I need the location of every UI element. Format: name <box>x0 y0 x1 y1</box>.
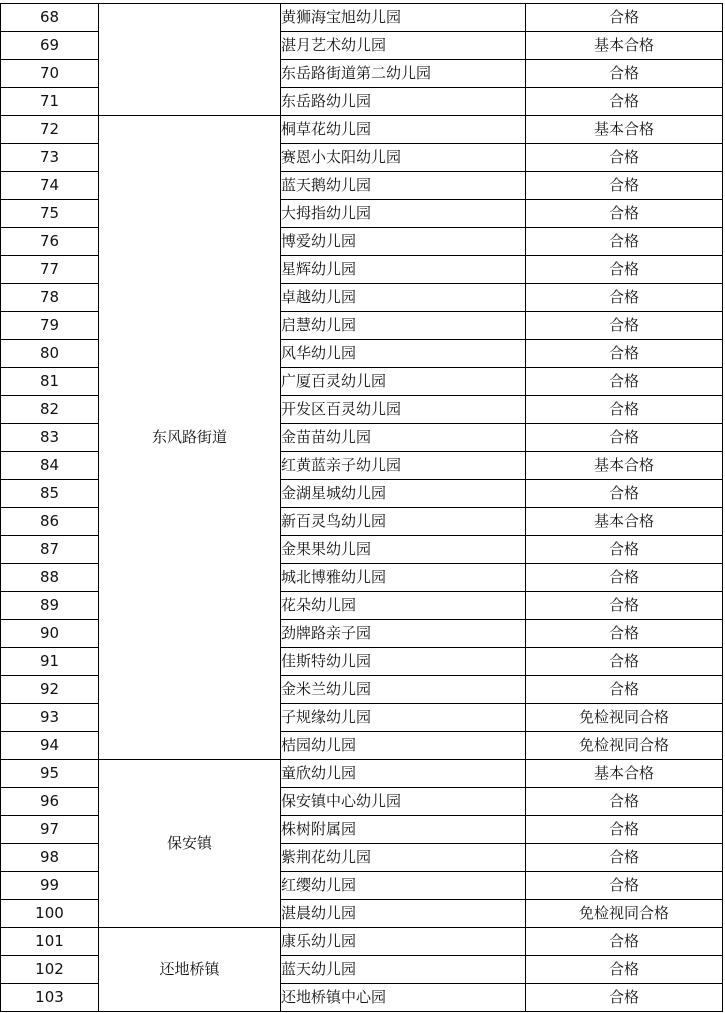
kindergarten-name: 湛晨幼儿园 <box>281 900 526 928</box>
kindergarten-name: 湛月艺术幼儿园 <box>281 32 526 60</box>
kindergarten-name: 花朵幼儿园 <box>281 592 526 620</box>
row-number: 71 <box>1 88 99 116</box>
row-number: 96 <box>1 788 99 816</box>
row-number: 95 <box>1 760 99 788</box>
inspection-result: 免检视同合格 <box>526 900 723 928</box>
kindergarten-name: 劲牌路亲子园 <box>281 620 526 648</box>
inspection-result: 合格 <box>526 956 723 984</box>
row-number: 99 <box>1 872 99 900</box>
row-number: 74 <box>1 172 99 200</box>
inspection-result: 合格 <box>526 424 723 452</box>
kindergarten-name: 城北博雅幼儿园 <box>281 564 526 592</box>
kindergarten-name: 金湖星城幼儿园 <box>281 480 526 508</box>
kindergarten-name: 广厦百灵幼儿园 <box>281 368 526 396</box>
inspection-result: 合格 <box>526 200 723 228</box>
inspection-result: 合格 <box>526 816 723 844</box>
inspection-result: 合格 <box>526 256 723 284</box>
row-number: 72 <box>1 116 99 144</box>
inspection-result: 基本合格 <box>526 508 723 536</box>
inspection-result: 合格 <box>526 340 723 368</box>
kindergarten-name: 金米兰幼儿园 <box>281 676 526 704</box>
row-number: 88 <box>1 564 99 592</box>
inspection-result: 合格 <box>526 984 723 1012</box>
row-number: 79 <box>1 312 99 340</box>
row-number: 90 <box>1 620 99 648</box>
row-number: 101 <box>1 928 99 956</box>
row-number: 92 <box>1 676 99 704</box>
table-row <box>1 760 723 788</box>
row-number: 70 <box>1 60 99 88</box>
inspection-result: 合格 <box>526 928 723 956</box>
inspection-result: 基本合格 <box>526 32 723 60</box>
kindergarten-name: 童欣幼儿园 <box>281 760 526 788</box>
inspection-result: 合格 <box>526 592 723 620</box>
kindergarten-name: 东岳路街道第二幼儿园 <box>281 60 526 88</box>
table-row <box>1 928 723 956</box>
row-number: 84 <box>1 452 99 480</box>
inspection-result: 合格 <box>526 4 723 32</box>
kindergarten-name: 东岳路幼儿园 <box>281 88 526 116</box>
kindergarten-name: 保安镇中心幼儿园 <box>281 788 526 816</box>
row-number: 103 <box>1 984 99 1012</box>
inspection-result: 合格 <box>526 228 723 256</box>
kindergarten-name: 桐草花幼儿园 <box>281 116 526 144</box>
row-number: 85 <box>1 480 99 508</box>
row-number: 83 <box>1 424 99 452</box>
district-cell: 还地桥镇 <box>99 928 281 1012</box>
kindergarten-name: 金苗苗幼儿园 <box>281 424 526 452</box>
kindergarten-name: 黄狮海宝旭幼儿园 <box>281 4 526 32</box>
kindergarten-name: 新百灵鸟幼儿园 <box>281 508 526 536</box>
row-number: 80 <box>1 340 99 368</box>
inspection-result: 合格 <box>526 396 723 424</box>
row-number: 77 <box>1 256 99 284</box>
inspection-result: 合格 <box>526 536 723 564</box>
row-number: 89 <box>1 592 99 620</box>
inspection-result: 基本合格 <box>526 760 723 788</box>
kindergarten-name: 开发区百灵幼儿园 <box>281 396 526 424</box>
kindergarten-name: 星辉幼儿园 <box>281 256 526 284</box>
kindergarten-name: 康乐幼儿园 <box>281 928 526 956</box>
row-number: 91 <box>1 648 99 676</box>
row-number: 97 <box>1 816 99 844</box>
row-number: 98 <box>1 844 99 872</box>
kindergarten-name: 红缨幼儿园 <box>281 872 526 900</box>
inspection-result: 合格 <box>526 620 723 648</box>
kindergarten-name: 蓝天鹅幼儿园 <box>281 172 526 200</box>
row-number: 94 <box>1 732 99 760</box>
row-number: 68 <box>1 4 99 32</box>
kindergarten-name: 启慧幼儿园 <box>281 312 526 340</box>
row-number: 78 <box>1 284 99 312</box>
inspection-result: 合格 <box>526 368 723 396</box>
inspection-result: 合格 <box>526 172 723 200</box>
district-cell <box>99 4 281 116</box>
kindergarten-name: 博爱幼儿园 <box>281 228 526 256</box>
inspection-result: 合格 <box>526 872 723 900</box>
kindergarten-name: 株树附属园 <box>281 816 526 844</box>
row-number: 81 <box>1 368 99 396</box>
inspection-result: 基本合格 <box>526 116 723 144</box>
kindergarten-name: 蓝天幼儿园 <box>281 956 526 984</box>
row-number: 100 <box>1 900 99 928</box>
inspection-result: 合格 <box>526 676 723 704</box>
kindergarten-name: 金果果幼儿园 <box>281 536 526 564</box>
kindergarten-name: 赛恩小太阳幼儿园 <box>281 144 526 172</box>
table-row <box>1 4 723 32</box>
row-number: 69 <box>1 32 99 60</box>
kindergarten-results-table <box>0 3 723 1012</box>
row-number: 102 <box>1 956 99 984</box>
row-number: 87 <box>1 536 99 564</box>
inspection-result: 合格 <box>526 312 723 340</box>
row-number: 93 <box>1 704 99 732</box>
inspection-result: 合格 <box>526 88 723 116</box>
district-cell: 保安镇 <box>99 760 281 928</box>
table-body <box>1 4 723 1012</box>
inspection-result: 合格 <box>526 648 723 676</box>
inspection-result: 基本合格 <box>526 452 723 480</box>
inspection-result: 合格 <box>526 60 723 88</box>
row-number: 86 <box>1 508 99 536</box>
row-number: 76 <box>1 228 99 256</box>
inspection-result: 合格 <box>526 844 723 872</box>
inspection-result: 合格 <box>526 480 723 508</box>
kindergarten-name: 子规缘幼儿园 <box>281 704 526 732</box>
kindergarten-name: 还地桥镇中心园 <box>281 984 526 1012</box>
kindergarten-name: 卓越幼儿园 <box>281 284 526 312</box>
table-row <box>1 116 723 144</box>
row-number: 82 <box>1 396 99 424</box>
inspection-result: 合格 <box>526 144 723 172</box>
kindergarten-name: 大拇指幼儿园 <box>281 200 526 228</box>
kindergarten-name: 佳斯特幼儿园 <box>281 648 526 676</box>
inspection-result: 免检视同合格 <box>526 732 723 760</box>
inspection-result: 合格 <box>526 788 723 816</box>
kindergarten-name: 红黄蓝亲子幼儿园 <box>281 452 526 480</box>
kindergarten-name: 紫荆花幼儿园 <box>281 844 526 872</box>
inspection-result: 合格 <box>526 564 723 592</box>
district-cell: 东风路街道 <box>99 116 281 760</box>
inspection-result: 免检视同合格 <box>526 704 723 732</box>
row-number: 73 <box>1 144 99 172</box>
inspection-result: 合格 <box>526 284 723 312</box>
kindergarten-name: 桔园幼儿园 <box>281 732 526 760</box>
row-number: 75 <box>1 200 99 228</box>
kindergarten-name: 风华幼儿园 <box>281 340 526 368</box>
